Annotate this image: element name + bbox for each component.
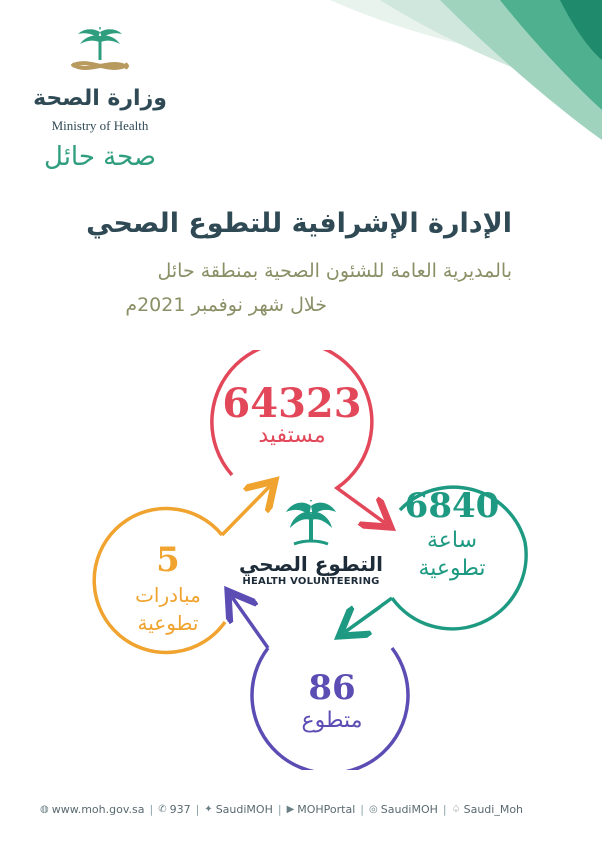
divider: | [277,802,282,816]
health-volunteering-logo [236,500,386,590]
footer-youtube[interactable] [287,803,356,816]
stat-volunteers [282,668,382,733]
initiatives-value: 5 [156,540,180,580]
twitter-text: SaudiMOH [215,802,273,816]
hours-label-line2: تطوعية [418,556,486,581]
main-title: الإدارة الإشرافية للتطوع الصحي [86,208,512,239]
footer-phone[interactable] [158,803,190,816]
website-text: www.moh.gov.sa [51,802,145,816]
stat-initiatives [118,540,218,636]
logo-text-en: HEALTH VOLUNTEERING [242,576,380,587]
phone-text: 937 [169,802,191,816]
beneficiaries-label: مستفيد [258,423,326,448]
ministry-name-ar: وزارة الصحة [33,86,167,111]
logo-text-ar: التطوع الصحي [239,552,383,576]
snapchat-text: Saudi_Moh [463,802,524,816]
volunteers-label: متطوع [301,708,363,733]
divider: | [360,802,365,816]
snapchat-icon: ♤ [451,803,461,815]
hours-value: 6840 [404,486,500,526]
youtube-text: MOHPortal [297,802,356,816]
phone-icon: ✆ [158,803,167,815]
palm-swords-icon [60,26,140,86]
hours-label-line1: ساعة [426,528,478,553]
divider: | [442,802,447,816]
instagram-text: SaudiMOH [380,802,438,816]
stat-hours [400,486,504,582]
volunteers-value: 86 [308,668,356,708]
footer-website[interactable] [40,803,144,816]
initiatives-label-line1: مبادرات [135,583,201,607]
palm-tree-icon [284,500,338,552]
footer-twitter[interactable] [204,803,273,816]
youtube-icon: ▶ [286,803,295,815]
footer-instagram[interactable] [369,803,438,816]
footer-contacts [40,799,570,819]
region-name-ar: صحة حائل [44,142,156,172]
stat-beneficiaries [222,380,362,448]
divider: | [195,802,200,816]
beneficiaries-value: 64323 [222,380,362,427]
twitter-icon: ✦ [204,803,213,815]
instagram-icon: ◎ [369,803,378,815]
subtitle: بالمديرية العامة للشئون الصحية بمنطقة حائل [157,260,512,282]
date-subtitle: خلال شهر نوفمبر 2021م [125,294,327,316]
ministry-name-en: Ministry of Health [51,118,149,133]
globe-icon: ◍ [40,803,49,815]
footer-snapchat[interactable] [452,803,523,816]
moh-logo [20,26,180,186]
divider: | [149,802,154,816]
initiatives-label-line2: تطوعية [137,611,199,635]
